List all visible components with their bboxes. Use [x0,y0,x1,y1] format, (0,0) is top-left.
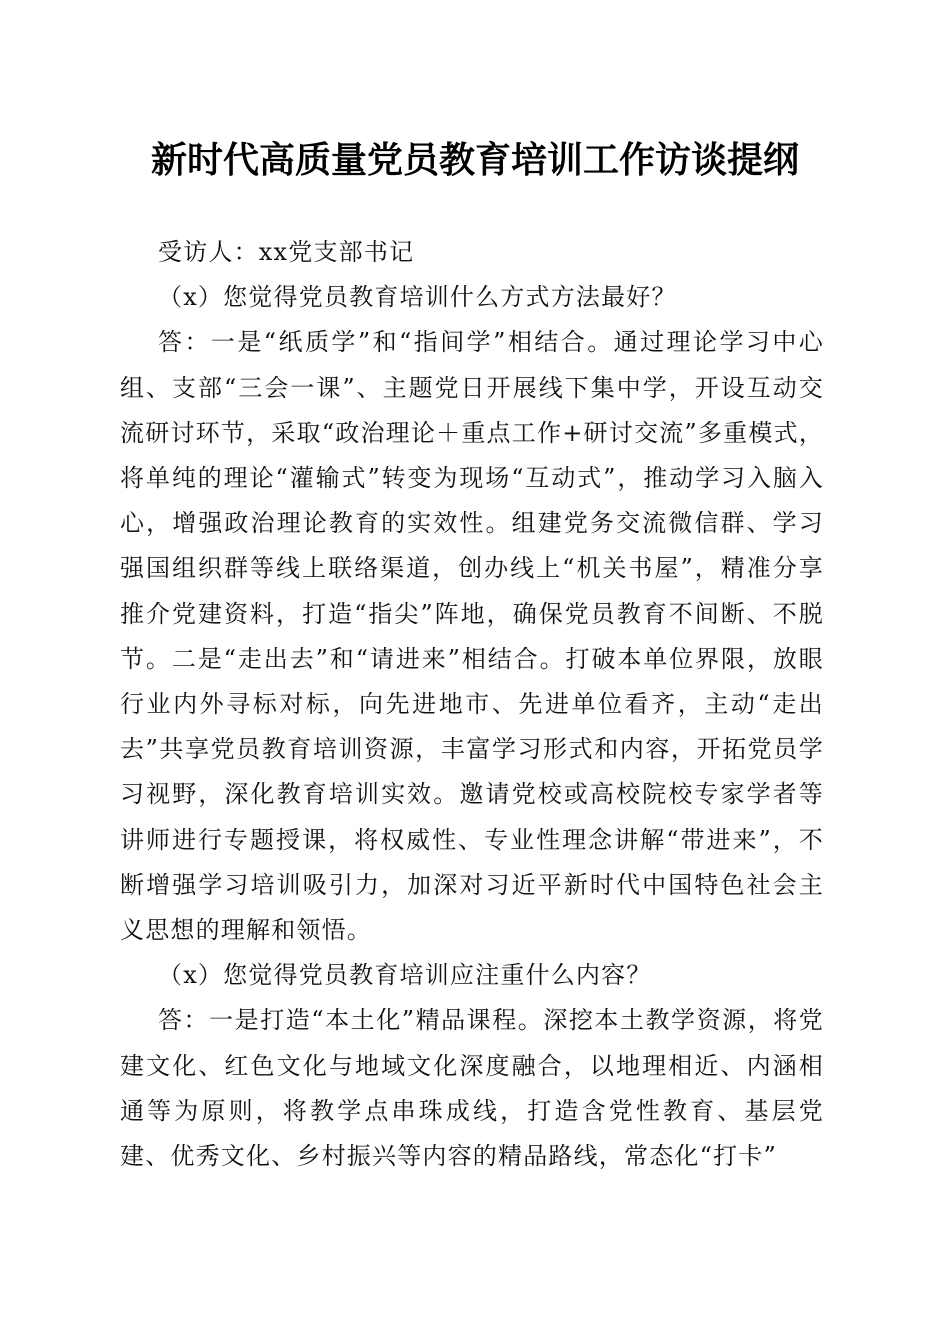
question-2: （x）您觉得党员教育培训应注重什么内容？ [158,961,652,990]
answer-2: 答：一是打造“本土化”精品课程。深挖本土教学资源，将党建文化、红色文化与地域文化深度融合，以地理相近、内涵相通等为原则，将教学点串珠成线，打造含党性教育、基层党建、优秀文化、乡村振兴等内容的精品路线，常态化“打卡” [120,1006,824,1171]
interviewee-line: 受访人：xx党支部书记 [158,238,415,266]
document-body [120,230,824,1179]
question-1: （x）您觉得党员教育培训什么方式方法最好？ [158,283,677,312]
document-title: 新时代高质量党员教育培训工作访谈提纲 [150,139,799,181]
answer-1: 答：一是“纸质学”和“指间学”相结合。通过理论学习中心组、支部“三会一课”、主题党日开展线下集中学，开设互动交流研讨环节，采取“政治理论＋重点工作+研讨交流”多重模式，将单纯的理论“灌输式”转变为现场“互动式”，推动学习入脑入心，增强政治理论教育的实效性。组建党务交流微信群、学习强国组织群等线上联络渠道，创办线上“机关书屋”，精准分享推介党建资料，打造“指尖”阵地，确保党员教育不间断、不脱节。二是“走出去”和“请进来”相结合。打破本单位界限，放眼行业内外寻标对标，向先进地市、先进单位看齐，主动“走出去”共享党员教育培训资源，丰富学习形式和内容，开拓党员学习视野，深化教育培训实效。邀请党校或高校院校专家学者等讲师进行专题授课，将权威性、专业性理念讲解“带进来”，不断增强学习培训吸引力，加深对习近平新时代中国特色社会主义思想的理解和领悟。 [120,328,824,945]
